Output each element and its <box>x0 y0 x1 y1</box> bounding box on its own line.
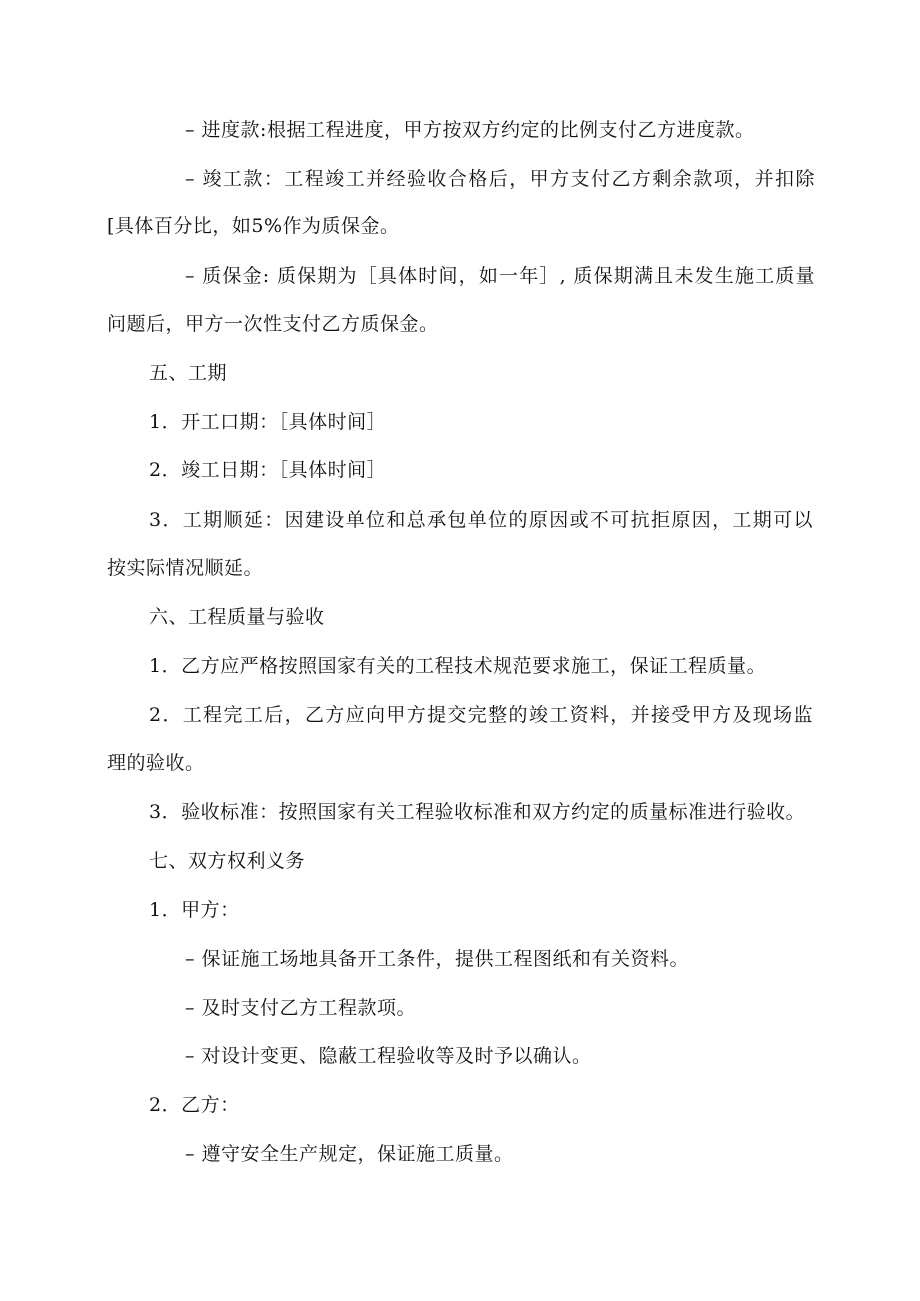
item-completion-documents-continued: 理的验收。 <box>107 752 205 774</box>
bullet-completion-payment: – 竣工款：工程竣工并经验收合格后，甲方支付乙方剩余款项，并扣除 <box>185 168 815 190</box>
bullet-party-a-payment: – 及时支付乙方工程款项。 <box>185 997 417 1019</box>
item-schedule-extension-continued: 按实际情况顺延。 <box>107 557 264 579</box>
bullet-party-a-confirmation: – 对设计变更、隐蔽工程验收等及时予以确认。 <box>185 1045 592 1067</box>
bullet-warranty-deposit-continued: 问题后，甲方一次性支付乙方质保金。 <box>107 313 439 335</box>
section-heading-quality: 六、工程质量与验收 <box>149 606 325 628</box>
item-party-b: 2．乙方： <box>149 1094 240 1116</box>
section-heading-duration: 五、工期 <box>149 362 228 384</box>
item-construction-standards: 1．乙方应严格按照国家有关的工程技术规范要求施工，保证工程质量。 <box>149 655 767 677</box>
bullet-progress-payment: – 进度款:根据工程进度，甲方按双方约定的比例支付乙方进度款。 <box>185 119 755 141</box>
bullet-completion-payment-continued: [具体百分比，如5%作为质保金。 <box>107 215 400 237</box>
item-start-date: 1．开工口期：［具体时间］ <box>149 411 387 433</box>
item-party-a: 1．甲方： <box>149 899 240 921</box>
item-schedule-extension: 3．工期顺延：因建设单位和总承包单位的原因或不可抗拒原因，工期可以 <box>149 509 813 531</box>
item-completion-documents: 2．工程完工后，乙方应向甲方提交完整的竣工资料，并接受甲方及现场监 <box>149 704 813 726</box>
item-acceptance-standards: 3．验收标准：按照国家有关工程验收标准和双方约定的质量标准进行验收。 <box>149 801 806 823</box>
bullet-party-b-safety: – 遵守安全生产规定，保证施工质量。 <box>185 1143 514 1165</box>
bullet-party-a-site-conditions: – 保证施工场地具备开工条件，提供工程图纸和有关资料。 <box>185 948 690 970</box>
item-completion-date: 2．竣工日期：［具体时间］ <box>149 459 387 481</box>
section-heading-rights-obligations: 七、双方权利义务 <box>149 850 306 872</box>
bullet-warranty-deposit: – 质保金: 质保期为［具体时间，如一年］, 质保期满且未发生施工质量 <box>185 265 815 287</box>
